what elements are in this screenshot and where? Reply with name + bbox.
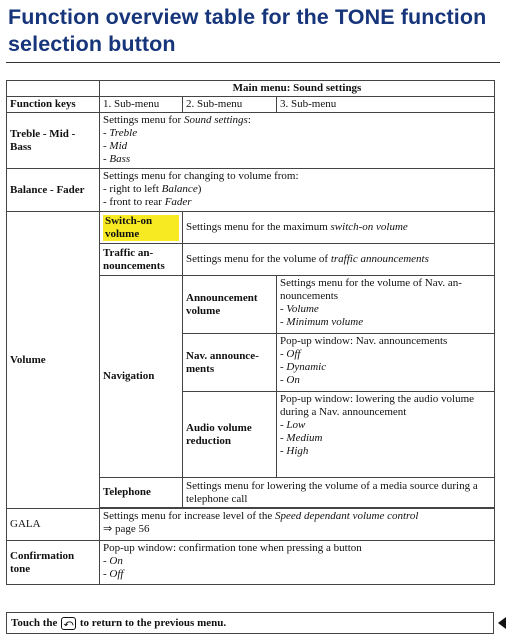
switch-on-volume-highlight: Switch-on volume — [103, 215, 179, 241]
confirmation-description: Pop-up window: confirmation tone when pressing a button - On - Off — [100, 541, 495, 585]
empty-header-cell — [7, 81, 100, 97]
nav-announcements-description: Pop-up window: Nav. announcements - Off - Dynamic - On — [277, 334, 495, 392]
key-volume: Volume — [7, 212, 100, 509]
sub2-nav-announcements: Nav. announce-ments — [183, 334, 277, 392]
function-overview-table — [6, 80, 495, 585]
col-sub-menu-1: 1. Sub-menu — [100, 97, 183, 113]
gala-description: Settings menu for increase level of the Speed dependant volume control ⇒ page 56 — [100, 509, 495, 541]
sub2-audio-volume-reduction: Audio volume reduction — [183, 392, 277, 478]
telephone-description: Settings menu for lowering the volume of a media source during a telephone call — [183, 478, 495, 508]
announcement-volume-description: Settings menu for the volume of Nav. an-nouncements - Volume - Minimum volume — [277, 276, 495, 334]
sub-telephone: Telephone — [100, 478, 183, 508]
key-treble-mid-bass: Treble - Mid - Bass — [7, 113, 100, 169]
treble-description: Settings menu for Sound settings: - Treble - Mid - Bass — [100, 113, 495, 169]
sub-navigation: Navigation — [100, 276, 183, 478]
main-menu-header: Main menu: Sound settings — [100, 81, 495, 97]
col-sub-menu-3: 3. Sub-menu — [277, 97, 495, 113]
audio-reduction-description: Pop-up window: lowering the audio volume during a Nav. announcement - Low - Medium - High — [277, 392, 495, 478]
switch-on-volume-description: Settings menu for the maximum switch-on volume — [183, 212, 495, 244]
footer-instruction: Touch the ⤺ to return to the previous menu. — [6, 612, 494, 634]
traffic-description: Settings menu for the volume of traffic announcements — [183, 244, 495, 276]
col-sub-menu-2: 2. Sub-menu — [183, 97, 277, 113]
balance-description: Settings menu for changing to volume from: - right to left Balance) - front to rear Fader — [100, 169, 495, 212]
title-divider — [6, 62, 500, 63]
page-back-arrow-icon[interactable] — [498, 617, 506, 629]
key-gala: GALA — [7, 509, 100, 541]
return-button-icon: ⤺ — [61, 617, 76, 630]
col-function-keys: Function keys — [7, 97, 100, 113]
key-confirmation-tone: Confirmation tone — [7, 541, 100, 585]
key-balance-fader: Balance - Fader — [7, 169, 100, 212]
sub-traffic-announcements: Traffic an-nouncements — [100, 244, 183, 276]
sub-switch-on-volume — [100, 212, 183, 244]
sub2-announcement-volume: Announcement volume — [183, 276, 277, 334]
page-title: Function overview table for the TONE function selection button — [8, 5, 487, 56]
